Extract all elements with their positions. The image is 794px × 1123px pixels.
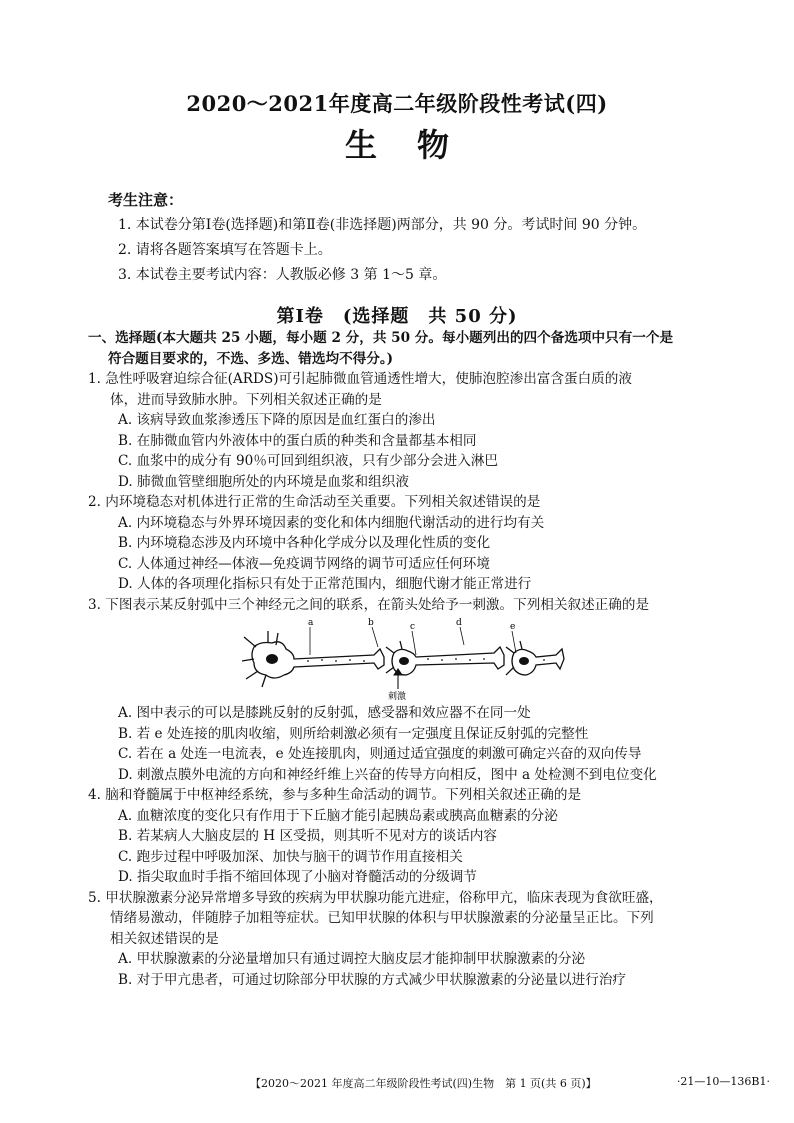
option: D. 人体的各项理化指标只有处于正常范围内，细胞代谢才能正常进行 [118, 576, 532, 592]
question-2 [88, 492, 718, 595]
notice-item: 2. 请将各题答案填写在答题卡上。 [118, 242, 332, 258]
option: C. 跑步过程中呼吸加深、加快与脑干的调节作用直接相关 [118, 848, 463, 865]
question-stem: 1. 急性呼吸窘迫综合征(ARDS)可引起肺微血管通透性增大，使肺泡腔渗出富含蛋白质的液 [88, 371, 632, 387]
option: C. 若在 a 处连一电流表，e 处连接肌肉，则通过适宜强度的刺激可确定兴奋的双向传导 [118, 746, 642, 762]
option: D. 指尖取血时手指不缩回体现了小脑对脊髓活动的分级调节 [118, 869, 477, 885]
option: D. 肺微血管壁细胞所处的内环境是血浆和组织液 [118, 473, 409, 490]
figure-label-e: e [510, 622, 516, 632]
option: B. 在肺微血管内外液体中的蛋白质的种类和含量都基本相同 [118, 432, 477, 449]
notice-item: 1. 本试卷分第Ⅰ卷(选择题)和第Ⅱ卷(非选择题)两部分，共 90 分。考试时间 90 分钟。 [118, 217, 647, 233]
question-1 [88, 369, 718, 492]
neuron-figure [238, 617, 568, 701]
question-stem: 5. 甲状腺激素分泌异常增多导致的疾病为甲状腺功能亢进症，俗称甲亢，临床表现为食欲旺盛， [88, 889, 663, 906]
option: A. 内环境稳态与外界环境因素的变化和体内细胞代谢活动的进行均有关 [118, 514, 545, 531]
exam-title: 2020～2021年度高二年级阶段性考试(四) [186, 91, 608, 116]
neuron-diagram [238, 617, 568, 701]
figure-label-c: c [410, 622, 416, 632]
questions-body [88, 328, 718, 990]
question-stem: 相关叙述错误的是 [110, 930, 219, 947]
option: B. 若 e 处连接的肌肉收缩，则所给刺激必须有一定强度且保证反射弧的完整性 [118, 725, 589, 742]
figure-label-a: a [308, 618, 314, 628]
figure-label-b: b [368, 618, 374, 628]
option: B. 对于甲亢患者，可通过切除部分甲状腺的方式减少甲状腺激素的分泌量以进行治疗 [118, 971, 627, 988]
question-4 [88, 785, 718, 888]
notice-item: 3. 本试卷主要考试内容：人教版必修 3 第 1～5 章。 [118, 267, 447, 283]
figure-arrow-label: 刺激 [388, 692, 407, 701]
question-stem: 2. 内环境稳态对机体进行正常的生命活动至关重要。下列相关叙述错误的是 [88, 494, 541, 510]
question-stem: 体，进而导致肺水肿。下列相关叙述正确的是 [110, 391, 382, 408]
option: C. 血浆中的成分有 90％可回到组织液，只有少部分会进入淋巴 [118, 453, 499, 469]
notice-heading: 考生注意： [108, 191, 184, 209]
footer-code: ·21—10—136B1· [676, 1075, 770, 1088]
question-stem: 3. 下图表示某反射弧中三个神经元之间的联系，在箭头处给予一刺激。下列相关叙述正确的是 [88, 596, 650, 613]
option: C. 人体通过神经—体液—免疫调节网络的调节可适应任何环境 [118, 555, 490, 572]
footer-text: 【2020～2021 年度高二年级阶段性考试(四)生物 第 1 页(共 6 页)】 [250, 1077, 597, 1090]
question-stem: 4. 脑和脊髓属于中枢神经系统，参与多种生命活动的调节。下列相关叙述正确的是 [88, 787, 582, 803]
page-footer [250, 1075, 770, 1091]
option: A. 甲状腺激素的分泌量增加只有通过调控大脑皮层才能抑制甲状腺激素的分泌 [118, 951, 586, 967]
option: A. 血糖浓度的变化只有作用于下丘脑才能引起胰岛素或胰高血糖素的分泌 [118, 807, 558, 824]
option: B. 若某病人大脑皮层的 H 区受损，则其听不见对方的谈话内容 [118, 828, 497, 844]
question-5 [88, 888, 718, 991]
section-instruction: 一、选择题(本大题共 25 小题，每小题 2 分，共 50 分。每小题列出的四个备选项中只有一个是 [88, 330, 674, 346]
subject-title: 生物 [344, 126, 489, 164]
figure-label-d: d [456, 618, 462, 628]
section-title: 第Ⅰ卷 (选择题 共 50 分) [276, 306, 518, 327]
question-3 [88, 595, 718, 786]
option: D. 刺激点膜外电流的方向和神经纤维上兴奋的传导方向相反，图中 a 处检测不到电位变化 [118, 766, 657, 783]
option: A. 图中表示的可以是膝跳反射的反射弧，感受器和效应器不在同一处 [118, 705, 531, 721]
question-stem: 情绪易激动，伴随脖子加粗等症状。已知甲状腺的体积与甲状腺激素的分泌量呈正比。下列 [110, 910, 654, 926]
option: B. 内环境稳态涉及内环境中各种化学成分以及理化性质的变化 [118, 535, 491, 551]
option: A. 该病导致血浆渗透压下降的原因是血红蛋白的渗出 [118, 412, 436, 428]
notice-block [108, 188, 728, 288]
section-instruction: 符合题目要求的，不选、多选、错选均不得分。) [108, 350, 394, 367]
